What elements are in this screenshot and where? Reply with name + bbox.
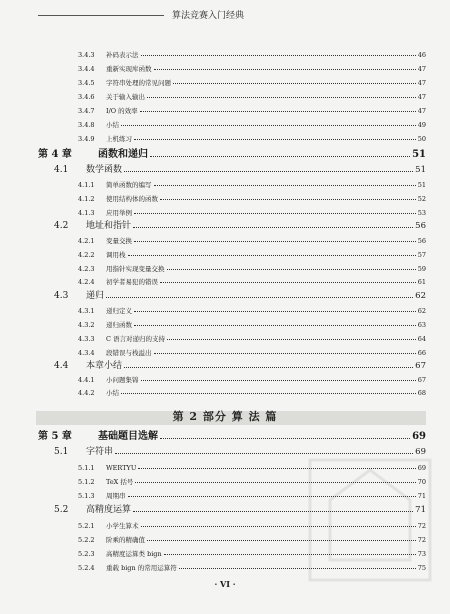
toc-entry xyxy=(0,87,450,101)
toc-entry-number: 3.4.6 xyxy=(78,93,95,101)
toc-entry-page: 56 xyxy=(417,237,426,245)
toc-entry-page: 53 xyxy=(417,209,426,217)
toc-entry-number: 4.2.1 xyxy=(78,237,95,245)
toc-entry-number: 5.2.2 xyxy=(78,536,95,544)
toc-entry-title: 高精度运算类 bign xyxy=(106,550,162,558)
dot-leader xyxy=(121,392,416,394)
toc-entry-page: 52 xyxy=(417,195,426,203)
toc-entry-title: 字符串 xyxy=(86,447,114,457)
toc-entry-page: 63 xyxy=(417,321,426,329)
toc-entry-page: 71 xyxy=(417,492,426,500)
toc-entry-title: 递归 xyxy=(86,291,105,301)
toc-entry-number: 4.4.2 xyxy=(78,389,95,397)
toc-entry-number: 5.1.2 xyxy=(78,478,95,486)
toc-entry-page: 59 xyxy=(417,265,426,273)
toc-entry-page: 66 xyxy=(417,349,426,357)
toc-entry-title: 用指针实现变量交换 xyxy=(106,265,165,273)
toc-entry-page: 70 xyxy=(417,478,426,486)
dot-leader xyxy=(134,324,416,326)
toc-entry-title: 函数和递归 xyxy=(98,149,148,160)
toc-entry-number: 3.4.5 xyxy=(78,79,95,87)
dot-leader xyxy=(150,155,410,157)
watermark-logo xyxy=(300,440,440,590)
toc-entry-number: 第 4 章 xyxy=(38,149,72,160)
toc-entry-title: 递归函数 xyxy=(106,321,132,329)
dot-leader xyxy=(128,254,416,256)
toc-entry xyxy=(0,259,450,273)
toc-entry-title: 小结 xyxy=(106,389,119,397)
toc-entry xyxy=(0,329,450,343)
part-title: 第 2 部分 算 法 篇 xyxy=(172,410,278,423)
dot-leader xyxy=(173,82,416,84)
dot-leader xyxy=(133,226,413,228)
toc-entry-number: 3.4.4 xyxy=(78,65,95,73)
dot-leader xyxy=(140,110,416,112)
toc-entry-number: 4.1.3 xyxy=(78,209,95,217)
toc-entry-title: 初学者易犯的错误 xyxy=(106,278,158,286)
toc-entry-title: 数学函数 xyxy=(86,165,123,175)
toc-entry-number: 3.4.7 xyxy=(78,107,95,115)
toc-entry xyxy=(0,370,450,384)
toc-entry xyxy=(0,161,450,175)
toc-entry-title: 基础题目选解 xyxy=(98,431,158,442)
toc-entry-title: 调用栈 xyxy=(106,251,126,259)
running-header: 算法竞赛入门经典 xyxy=(172,11,245,21)
toc-entry-title: 递归定义 xyxy=(106,307,132,315)
toc-entry-page: 62 xyxy=(417,307,426,315)
dot-leader xyxy=(160,281,416,283)
toc-entry-page: 56 xyxy=(415,221,426,231)
dot-leader xyxy=(134,240,416,242)
toc-entry xyxy=(0,343,450,357)
dot-leader xyxy=(134,138,416,140)
toc-entry xyxy=(0,146,450,160)
toc-entry xyxy=(0,115,450,129)
toc-entry-number: 5.2.4 xyxy=(78,564,95,572)
toc-entry-title: WERTYU xyxy=(106,464,137,472)
toc-entry-title: 重载 bign 的常用运算符 xyxy=(106,564,177,572)
toc-entry-title: C 语言对递归的支持 xyxy=(106,335,166,343)
toc-entry-title: 上机练习 xyxy=(106,135,132,143)
toc-entry-number: 5.2 xyxy=(54,505,69,515)
toc-entry-number: 4.4 xyxy=(54,361,69,371)
toc-entry-page: 75 xyxy=(417,564,426,572)
toc-entry-page: 67 xyxy=(417,376,426,384)
toc-entry-page: 46 xyxy=(417,51,426,59)
toc-entry-title: 段错误与栈溢出 xyxy=(106,349,152,357)
toc-entry-page: 71 xyxy=(415,505,426,515)
dot-leader xyxy=(154,352,416,354)
toc-entry xyxy=(0,245,450,259)
toc-entry-page: 73 xyxy=(417,550,426,558)
dot-leader xyxy=(167,338,416,340)
toc-entry-page: 50 xyxy=(417,135,426,143)
toc-entry xyxy=(0,231,450,245)
toc-entry-title: 周期串 xyxy=(106,492,126,500)
toc-entry-title: I/O 的效率 xyxy=(106,107,138,115)
toc-entry-title: 高精度运算 xyxy=(86,505,132,515)
toc-entry-number: 4.3 xyxy=(54,291,69,301)
toc-entry-number: 5.1.1 xyxy=(78,464,95,472)
toc-entry-number: 4.1.1 xyxy=(78,181,95,189)
toc-entry-page: 67 xyxy=(415,361,426,371)
dot-leader xyxy=(124,366,413,368)
toc-entry xyxy=(0,315,450,329)
toc-entry-number: 4.1 xyxy=(54,165,69,175)
toc-entry-title: 小结 xyxy=(106,121,119,129)
toc-entry-title: 字符串处理的常见问题 xyxy=(106,79,171,87)
toc-entry-title: 补码表示法 xyxy=(106,51,139,59)
toc-entry-number: 4.2 xyxy=(54,221,69,231)
toc-entry-title: 阶乘的精确值 xyxy=(106,536,145,544)
toc-entry-page: 72 xyxy=(417,522,426,530)
toc-entry-page: 51 xyxy=(415,165,426,175)
toc-entry-number: 5.1 xyxy=(54,447,69,457)
toc-entry xyxy=(0,101,450,115)
toc-entry-page: 68 xyxy=(417,389,426,397)
header-rule xyxy=(38,15,164,16)
toc-entry-page: 69 xyxy=(417,464,426,472)
toc-entry-page: 51 xyxy=(412,149,426,160)
toc-entry-number: 4.3.1 xyxy=(78,307,95,315)
toc-entry-page: 51 xyxy=(417,181,426,189)
toc-entry xyxy=(0,45,450,59)
toc-entry-page: 47 xyxy=(417,79,426,87)
toc-entry-title: 应用举例 xyxy=(106,209,132,217)
toc-entry-number: 5.1.3 xyxy=(78,492,95,500)
toc-entry xyxy=(0,287,450,301)
toc-entry-title: 关于输入输出 xyxy=(106,93,145,101)
dot-leader xyxy=(106,296,413,298)
toc-entry-title: 小问题集锦 xyxy=(106,376,139,384)
toc-entry-number: 4.2.3 xyxy=(78,265,95,273)
dot-leader xyxy=(121,124,416,126)
page-number: · VI · xyxy=(214,579,236,589)
toc-entry-number: 第 5 章 xyxy=(38,431,72,442)
toc-entry-page: 64 xyxy=(417,335,426,343)
toc-entry-page: 69 xyxy=(415,447,426,457)
toc-entry-page: 72 xyxy=(417,536,426,544)
toc-entry xyxy=(0,203,450,217)
toc-entry xyxy=(0,357,450,371)
toc-entry-page: 47 xyxy=(417,93,426,101)
toc-entry-number: 4.2.4 xyxy=(78,278,95,286)
dot-leader xyxy=(147,96,416,98)
toc-entry-title: 使用结构体的函数 xyxy=(106,195,158,203)
toc-entry-page: 57 xyxy=(417,251,426,259)
toc-entry-number: 4.2.2 xyxy=(78,251,95,259)
toc-entry xyxy=(0,189,450,203)
toc-entry xyxy=(0,217,450,231)
toc-entry-title: TeX 括号 xyxy=(106,478,134,486)
dot-leader xyxy=(141,379,416,381)
toc-entry-number: 5.2.3 xyxy=(78,550,95,558)
toc-entry-number: 4.1.2 xyxy=(78,195,95,203)
toc-entry xyxy=(0,129,450,143)
toc-entry xyxy=(0,272,450,286)
dot-leader xyxy=(160,437,410,439)
toc-entry-page: 47 xyxy=(417,65,426,73)
dot-leader xyxy=(154,184,416,186)
toc-entry xyxy=(0,383,450,397)
toc-entry-page: 47 xyxy=(417,107,426,115)
toc-entry-number: 4.4.1 xyxy=(78,376,95,384)
toc-entry-title: 地址和指针 xyxy=(86,221,132,231)
toc-entry-number: 3.4.3 xyxy=(78,51,95,59)
dot-leader xyxy=(154,68,416,70)
toc-entry xyxy=(0,301,450,315)
toc-entry-number: 4.3.3 xyxy=(78,335,95,343)
toc-entry-page: 62 xyxy=(415,291,426,301)
dot-leader xyxy=(134,310,416,312)
toc-entry-title: 简单函数的编写 xyxy=(106,181,152,189)
toc-entry-number: 4.3.2 xyxy=(78,321,95,329)
toc-entry xyxy=(0,175,450,189)
toc-entry-number: 5.2.1 xyxy=(78,522,95,530)
toc-entry-title: 变量交换 xyxy=(106,237,132,245)
dot-leader xyxy=(167,268,416,270)
toc-entry-number: 3.4.9 xyxy=(78,135,95,143)
toc-entry-page: 61 xyxy=(417,278,426,286)
toc-entry-number: 3.4.8 xyxy=(78,121,95,129)
toc-entry xyxy=(0,59,450,73)
dot-leader xyxy=(124,170,413,172)
toc-entry-page: 49 xyxy=(417,121,426,129)
dot-leader xyxy=(134,212,416,214)
toc-entry-title: 重新实现库函数 xyxy=(106,65,152,73)
toc-entry-title: 本章小结 xyxy=(86,361,123,371)
toc-entry-page: 69 xyxy=(412,431,426,442)
dot-leader xyxy=(141,54,416,56)
dot-leader xyxy=(160,198,416,200)
toc-entry-number: 4.3.4 xyxy=(78,349,95,357)
toc-entry-title: 小学生算术 xyxy=(106,522,139,530)
toc-entry xyxy=(0,73,450,87)
